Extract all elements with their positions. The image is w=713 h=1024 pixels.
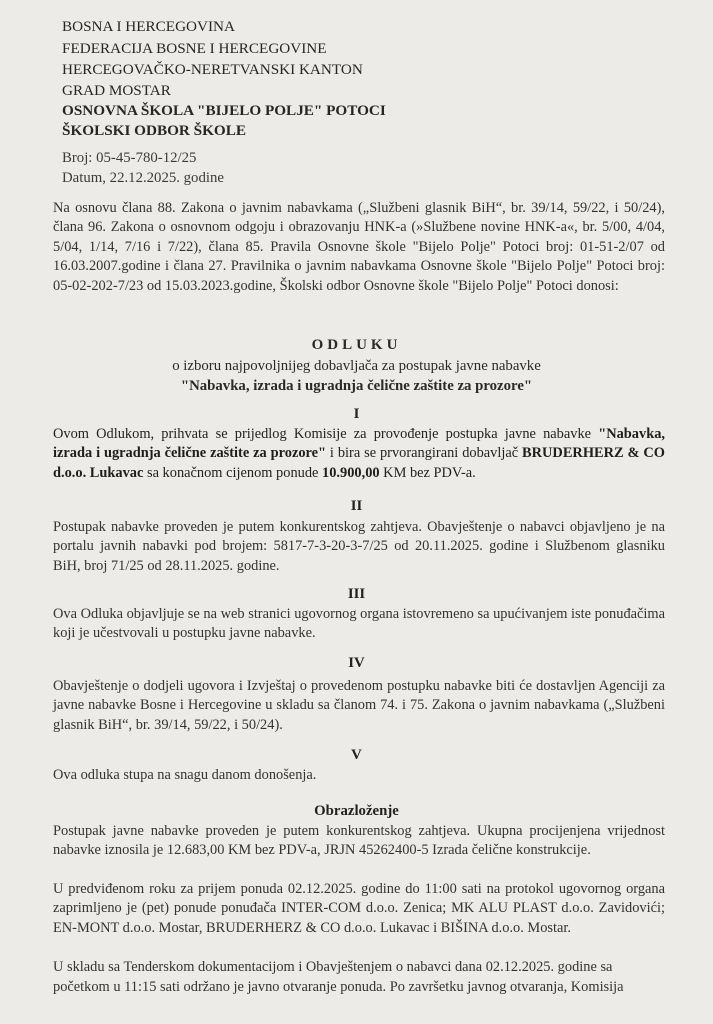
section-3-number: III bbox=[347, 586, 366, 602]
header-federation: FEDERACIJA BOSNE I HERCEGOVINE bbox=[62, 40, 327, 57]
decision-subject: "Nabavka, izrada i ugradnja čelične zaštite za prozore" bbox=[180, 378, 533, 394]
section-3-text: Ova Odluka objavljuje se na web stranici ugovornog organa istovremeno sa upućivanjem iste ponuđačima koji je učestvovali u postupku javne nabavke. bbox=[53, 606, 665, 642]
section-2-number: II bbox=[350, 498, 363, 514]
selected-supplier: BRUDERHERZ & CO d.o.o. Lukavac bbox=[53, 445, 665, 481]
offer-price: 10.900,00 bbox=[322, 464, 380, 481]
reasoning-paragraph-1: Postupak javne nabavke proveden je putem konkurentskog zahtjeva. Ukupna procijenjena vrijednost nabavke iznosila je 12.683,00 KM bez PDV-a, JRJN 45262400-5 Izrada čelične konstrukcije. bbox=[53, 823, 665, 859]
header-school: OSNOVNA ŠKOLA "BIJELO POLJE" POTOCI bbox=[62, 102, 386, 119]
section-1-subject: "Nabavka, izrada i ugradnja čelične zaštite za prozore" bbox=[53, 426, 665, 462]
section-4-text: Obavještenje o dodjeli ugovora i Izvještaj o provedenom postupku nabavke biti će dostavljen Agenciji za javne nabavke Bosne i Hercegovine u skladu sa članom 74. i 75. Zakona o javnim nabavkama („Službeni glasnik BiH“, br. 39/14, 59/22, i 50/24). bbox=[53, 678, 665, 733]
header-canton: HERCEGOVAČKO-NERETVANSKI KANTON bbox=[62, 61, 363, 78]
header-board: ŠKOLSKI ODBOR ŠKOLE bbox=[62, 122, 246, 139]
reasoning-paragraph-3-line-1: U skladu sa Tenderskom dokumentacijom i Obavještenjem o nabavci dana 02.12.2025. godine sa bbox=[53, 959, 613, 975]
section-1-text: Ovom Odlukom, prihvata se prijedlog Komisije za provođenje postupka javne nabavke "Nabavka, izrada i ugradnja čelične zaštite za prozore" i bira se prvorangirani dobavljač BRUDERHERZ & CO d.o.o. Lukavac sa konačnom cijenom ponude 10.900,00 KM bez PDV-a. bbox=[53, 426, 665, 481]
section-4-number: IV bbox=[348, 655, 365, 671]
preamble-paragraph: Na osnovu člana 88. Zakona o javnim nabavkama („Službeni glasnik BiH“, br. 39/14, 59/22, i 50/24), člana 96. Zakona o osnovnom odgoju i obrazovanju HNK-a (»Službene novine HNK-a«, br. 5/00, 4/04, 5/04, 1/14, 7/16 i 7/22), člana 85. Pravila Osnovne škole "Bijelo Polje" Potoci broj: 01-51-2/07 od 16.03.2007.godine i člana 27. Pravilnika o javnim nabavkama Osnovne škole "Bijelo Polje" Potoci broj: 05-02-202-7/23 od 15.03.2023.godine, Školski odbor Osnovne škole "Bijelo Polje" Potoci donosi: bbox=[53, 200, 665, 294]
header-city: GRAD MOSTAR bbox=[62, 82, 171, 99]
header-country: BOSNA I HERCEGOVINA bbox=[62, 18, 235, 35]
section-1-number: I bbox=[353, 406, 360, 422]
decision-title: ODLUKU bbox=[311, 337, 402, 353]
document-date: Datum, 22.12.2025. godine bbox=[62, 170, 224, 186]
reasoning-paragraph-3-line-2: početkom u 11:15 sati održano je javno otvaranje ponuda. Po završetku javnog otvaranja, Komisija bbox=[53, 979, 624, 995]
decision-subtitle: o izboru najpovoljnijeg dobavljača za postupak javne nabavke bbox=[172, 358, 541, 374]
section-5-number: V bbox=[351, 747, 362, 763]
section-5-text: Ova odluka stupa na snagu danom donošenja. bbox=[53, 767, 317, 783]
document-number: Broj: 05-45-780-12/25 bbox=[62, 150, 197, 166]
reasoning-heading: Obrazloženje bbox=[314, 803, 399, 819]
section-2-text: Postupak nabavke proveden je putem konkurentskog zahtjeva. Obavještenje o nabavci objavljeno je na portalu javnih nabavki pod brojem: 5817-7-3-20-3-7/25 od 20.11.2025. godine i Službenom glasniku BiH, broj 71/25 od 28.11.2025. godine. bbox=[53, 519, 665, 574]
reasoning-paragraph-2: U predviđenom roku za prijem ponuda 02.12.2025. godine do 11:00 sati na protokol ugovornog organa zaprimljeno je (pet) ponude ponuđača INTER-COM d.o.o. Zenica; MK ALU PLAST d.o.o. Zavidovići; EN-MONT d.o.o. Mostar, BRUDERHERZ & CO d.o.o. Lukavac i BIŠINA d.o.o. Mostar. bbox=[53, 881, 665, 936]
